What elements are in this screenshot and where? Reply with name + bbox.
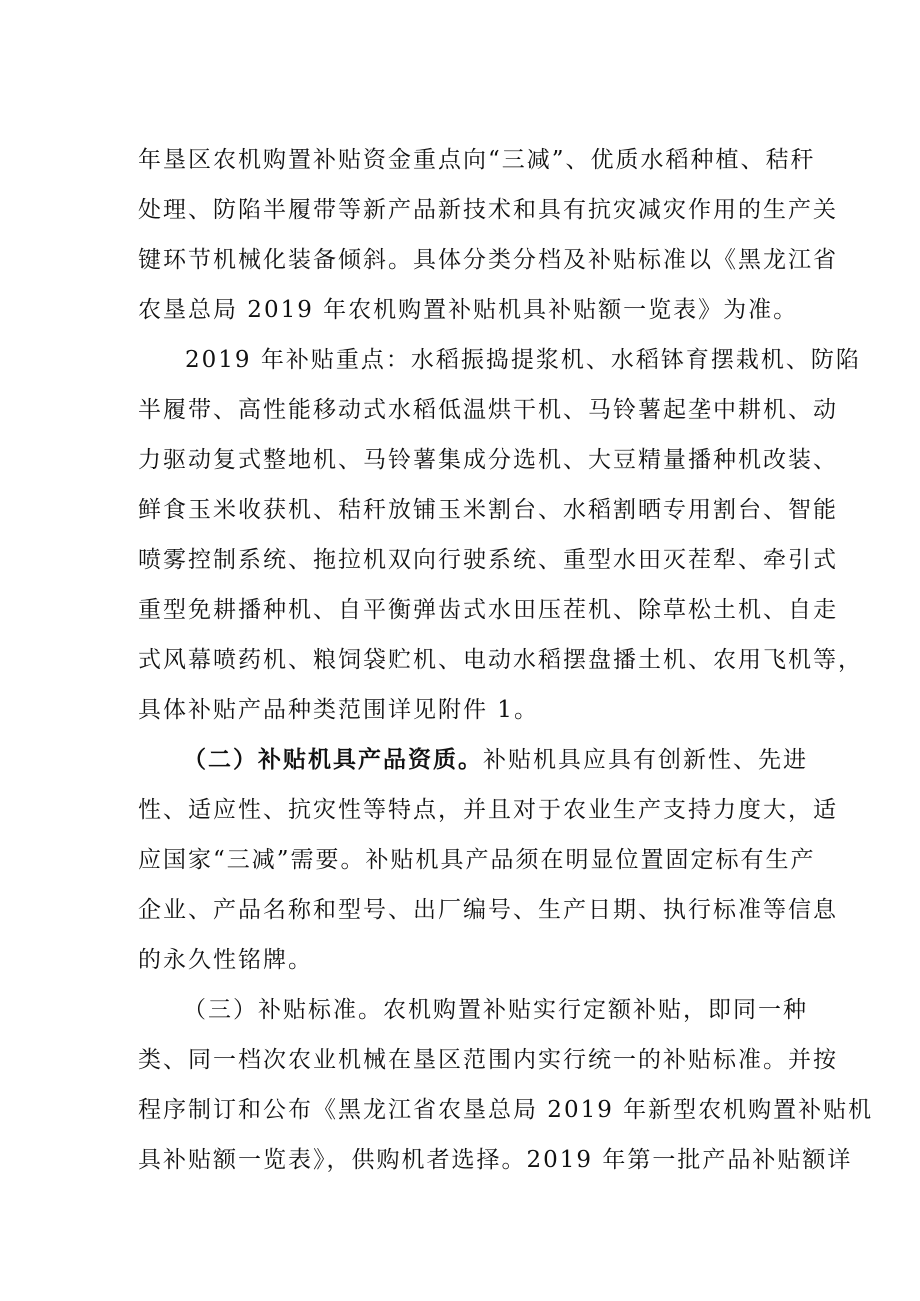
paragraph-2-line-2: 半履带、高性能移动式水稻低温烘干机、马铃薯起垄中耕机、动	[138, 397, 838, 423]
paragraph-1-line-1: 年垦区农机购置补贴资金重点向“三减”、优质水稻种植、秸秆	[138, 147, 816, 173]
paragraph-3-line-1	[183, 740, 808, 780]
paragraph-4-line-1: （三）补贴标准。农机购置补贴实行定额补贴，即同一种	[183, 997, 808, 1023]
paragraph-2-line-3: 力驱动复式整地机、马铃薯集成分选机、大豆精量播种机改装、	[138, 447, 838, 473]
paragraph-1-line-3: 键环节机械化装备倾斜。具体分类分档及补贴标准以《黑龙江省	[138, 247, 838, 273]
paragraph-2-line-1: 2019 年补贴重点：水稻振捣提浆机、水稻钵育摆栽机、防陷	[185, 347, 861, 373]
paragraph-4-line-2: 类、同一档次农业机械在垦区范围内实行统一的补贴标准。并按	[138, 1047, 838, 1073]
paragraph-2-line-4: 鲜食玉米收获机、秸秆放铺玉米割台、水稻割晒专用割台、智能	[138, 497, 838, 523]
paragraph-1-line-2: 处理、防陷半履带等新产品新技术和具有抗灾减灾作用的生产关	[138, 197, 838, 223]
paragraph-3-line-5: 的永久性铭牌。	[138, 947, 313, 973]
paragraph-3-line-3: 应国家“三减”需要。补贴机具产品须在明显位置固定标有生产	[138, 847, 816, 873]
paragraph-2-line-5: 喷雾控制系统、拖拉机双向行驶系统、重型水田灭茬犁、牵引式	[138, 547, 838, 573]
paragraph-2-line-8: 具体补贴产品种类范围详见附件 1。	[138, 697, 539, 723]
paragraph-2-line-7: 式风幕喷药机、粮饲袋贮机、电动水稻摆盘播土机、农用飞机等，	[138, 647, 863, 673]
section-heading-2: （二）补贴机具产品资质。	[183, 746, 483, 773]
paragraph-3-line-4: 企业、产品名称和型号、出厂编号、生产日期、执行标准等信息	[138, 897, 838, 923]
paragraph-1-line-4: 农垦总局 2019 年农机购置补贴机具补贴额一览表》为准。	[138, 297, 799, 323]
paragraph-4-line-4: 具补贴额一览表》，供购机者选择。2019 年第一批产品补贴额详	[138, 1147, 853, 1173]
paragraph-3-line-2: 性、适应性、抗灾性等特点，并且对于农业生产支持力度大，适	[138, 797, 838, 823]
paragraph-3-line-1-rest: 补贴机具应具有创新性、先进	[483, 747, 808, 773]
paragraph-2-line-6: 重型免耕播种机、自平衡弹齿式水田压茬机、除草松土机、自走	[138, 597, 838, 623]
paragraph-4-line-3: 程序制订和公布《黑龙江省农垦总局 2019 年新型农机购置补贴机	[138, 1097, 874, 1123]
